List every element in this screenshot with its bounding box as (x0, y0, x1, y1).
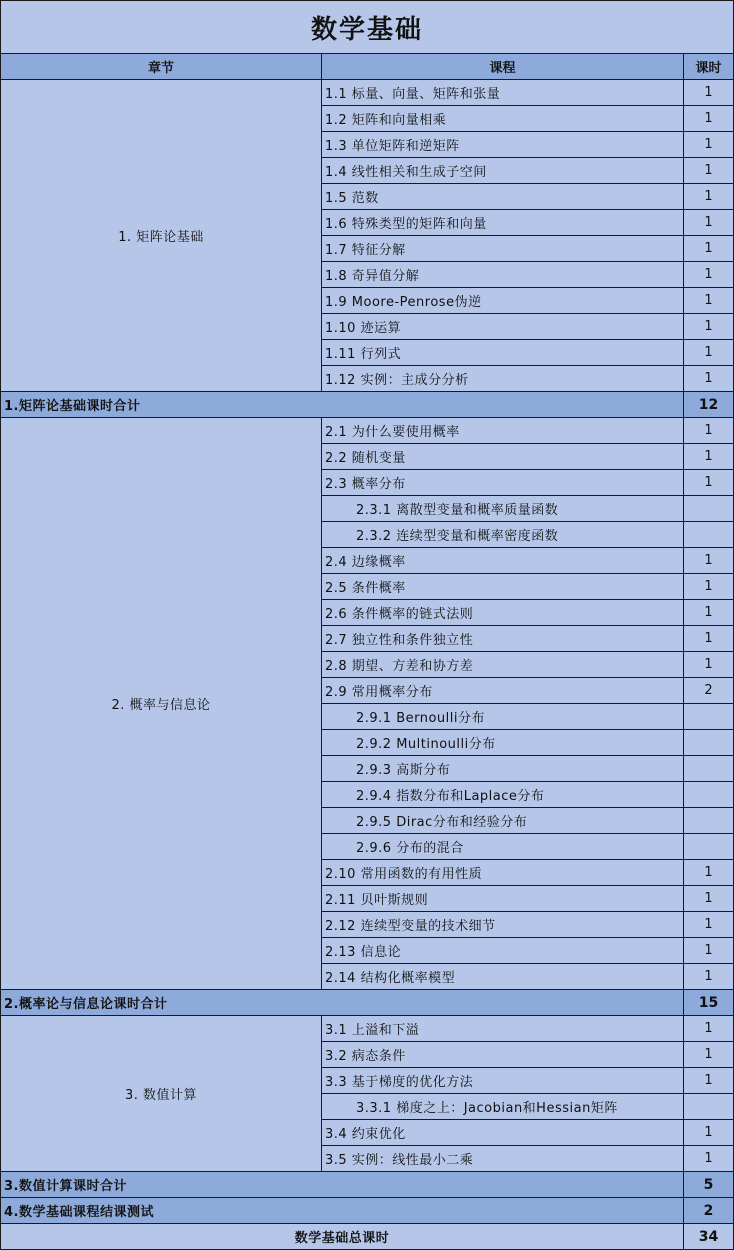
hours-cell (684, 496, 734, 522)
chapter-cell: 3. 数值计算 (1, 1016, 322, 1172)
course-cell: 1.7 特征分解 (322, 236, 684, 262)
hours-cell: 1 (684, 912, 734, 938)
hours-cell: 1 (684, 210, 734, 236)
subcourse-cell: 3.3.1 梯度之上：Jacobian和Hessian矩阵 (322, 1094, 684, 1120)
hours-cell: 1 (684, 1068, 734, 1094)
hours-cell: 1 (684, 860, 734, 886)
course-cell: 2.3 概率分布 (322, 470, 684, 496)
hours-cell: 1 (684, 444, 734, 470)
header-hours: 课时 (684, 54, 734, 80)
course-cell: 1.9 Moore-Penrose伪逆 (322, 288, 684, 314)
table-row (1, 418, 734, 444)
subcourse-cell: 2.9.5 Dirac分布和经验分布 (322, 808, 684, 834)
chapter-cell: 1. 矩阵论基础 (1, 80, 322, 392)
hours-cell: 1 (684, 574, 734, 600)
grand-total-row (1, 1224, 734, 1250)
course-cell: 2.10 常用函数的有用性质 (322, 860, 684, 886)
final-test-row (1, 1198, 734, 1224)
course-cell: 3.2 病态条件 (322, 1042, 684, 1068)
course-cell: 1.10 迹运算 (322, 314, 684, 340)
subcourse-cell: 2.9.6 分布的混合 (322, 834, 684, 860)
hours-cell: 1 (684, 106, 734, 132)
course-cell: 2.5 条件概率 (322, 574, 684, 600)
grand-total-hours: 34 (684, 1224, 734, 1250)
chapter-cell: 2. 概率与信息论 (1, 418, 322, 990)
course-cell: 2.8 期望、方差和协方差 (322, 652, 684, 678)
hours-cell: 1 (684, 340, 734, 366)
final-test-label: 4.数学基础课程结课测试 (1, 1198, 684, 1224)
subcourse-cell: 2.9.4 指数分布和Laplace分布 (322, 782, 684, 808)
course-cell: 1.1 标量、向量、矩阵和张量 (322, 80, 684, 106)
hours-cell: 1 (684, 366, 734, 392)
course-cell: 2.1 为什么要使用概率 (322, 418, 684, 444)
hours-cell: 1 (684, 288, 734, 314)
subcourse-cell: 2.9.2 Multinoulli分布 (322, 730, 684, 756)
hours-cell: 1 (684, 314, 734, 340)
hours-cell: 1 (684, 132, 734, 158)
hours-cell: 1 (684, 886, 734, 912)
chapter-total-hours: 5 (684, 1172, 734, 1198)
course-cell: 1.11 行列式 (322, 340, 684, 366)
hours-cell (684, 782, 734, 808)
hours-cell: 1 (684, 80, 734, 106)
hours-cell (684, 730, 734, 756)
hours-cell: 1 (684, 1120, 734, 1146)
course-cell: 2.13 信息论 (322, 938, 684, 964)
hours-cell: 1 (684, 236, 734, 262)
grand-total-label: 数学基础总课时 (1, 1224, 684, 1250)
hours-cell: 1 (684, 1016, 734, 1042)
hours-cell: 1 (684, 1042, 734, 1068)
table-row (1, 1016, 734, 1042)
title-row (1, 1, 734, 54)
subcourse-cell: 2.3.2 连续型变量和概率密度函数 (322, 522, 684, 548)
chapter-total-hours: 12 (684, 392, 734, 418)
course-cell: 2.11 贝叶斯规则 (322, 886, 684, 912)
chapter-total-row (1, 990, 734, 1016)
chapter-total-row (1, 392, 734, 418)
chapter-total-label: 2.概率论与信息论课时合计 (1, 990, 684, 1016)
header-row (1, 54, 734, 80)
hours-cell (684, 756, 734, 782)
chapter-total-label: 3.数值计算课时合计 (1, 1172, 684, 1198)
hours-cell: 1 (684, 184, 734, 210)
chapter-total-label: 1.矩阵论基础课时合计 (1, 392, 684, 418)
course-cell: 2.9 常用概率分布 (322, 678, 684, 704)
course-cell: 3.3 基于梯度的优化方法 (322, 1068, 684, 1094)
header-course: 课程 (322, 54, 684, 80)
hours-cell: 1 (684, 652, 734, 678)
subcourse-cell: 2.9.3 高斯分布 (322, 756, 684, 782)
course-cell: 1.5 范数 (322, 184, 684, 210)
course-cell: 1.2 矩阵和向量相乘 (322, 106, 684, 132)
hours-cell (684, 834, 734, 860)
course-cell: 2.12 连续型变量的技术细节 (322, 912, 684, 938)
course-cell: 3.5 实例：线性最小二乘 (322, 1146, 684, 1172)
course-cell: 1.4 线性相关和生成子空间 (322, 158, 684, 184)
course-cell: 2.4 边缘概率 (322, 548, 684, 574)
course-cell: 3.1 上溢和下溢 (322, 1016, 684, 1042)
hours-cell: 1 (684, 600, 734, 626)
hours-cell: 1 (684, 964, 734, 990)
course-cell: 1.3 单位矩阵和逆矩阵 (322, 132, 684, 158)
hours-cell: 1 (684, 262, 734, 288)
hours-cell: 2 (684, 678, 734, 704)
chapter-total-row (1, 1172, 734, 1198)
table-row (1, 80, 734, 106)
course-cell: 3.4 约束优化 (322, 1120, 684, 1146)
course-cell: 1.6 特殊类型的矩阵和向量 (322, 210, 684, 236)
hours-cell: 1 (684, 548, 734, 574)
hours-cell: 1 (684, 418, 734, 444)
hours-cell (684, 808, 734, 834)
hours-cell: 1 (684, 626, 734, 652)
hours-cell: 1 (684, 158, 734, 184)
page-title: 数学基础 (1, 1, 734, 54)
course-cell: 1.12 实例：主成分分析 (322, 366, 684, 392)
chapter-total-hours: 15 (684, 990, 734, 1016)
subcourse-cell: 2.3.1 离散型变量和概率质量函数 (322, 496, 684, 522)
course-cell: 2.6 条件概率的链式法则 (322, 600, 684, 626)
hours-cell: 1 (684, 1146, 734, 1172)
subcourse-cell: 2.9.1 Bernoulli分布 (322, 704, 684, 730)
final-test-hours: 2 (684, 1198, 734, 1224)
hours-cell (684, 522, 734, 548)
hours-cell: 1 (684, 470, 734, 496)
hours-cell (684, 704, 734, 730)
hours-cell (684, 1094, 734, 1120)
course-cell: 2.2 随机变量 (322, 444, 684, 470)
course-cell: 2.14 结构化概率模型 (322, 964, 684, 990)
course-cell: 1.8 奇异值分解 (322, 262, 684, 288)
hours-cell: 1 (684, 938, 734, 964)
course-cell: 2.7 独立性和条件独立性 (322, 626, 684, 652)
header-chapter: 章节 (1, 54, 322, 80)
